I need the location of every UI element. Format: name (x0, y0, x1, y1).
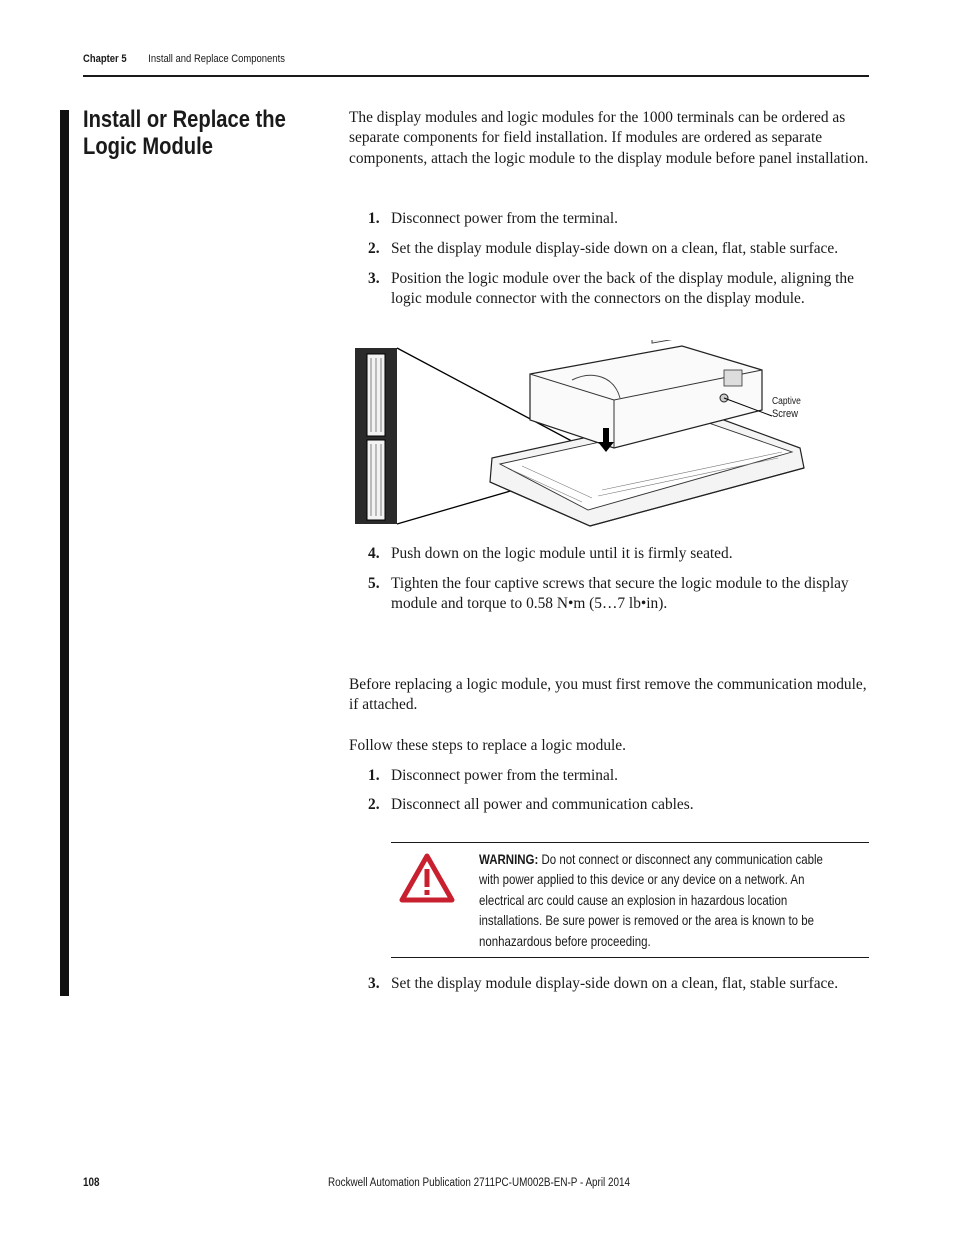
replace-step (368, 974, 869, 994)
step-text: Tighten the four captive screws that secure the logic module to the display module and torque to 0.58 N•m (5…7 lb•in). (391, 575, 849, 613)
callout-line: Captive (772, 396, 801, 407)
install-step (368, 574, 869, 615)
step-number: 5. (368, 575, 380, 592)
step-number: 4. (368, 545, 380, 562)
replace-step (368, 766, 869, 786)
install-step (368, 209, 869, 229)
install-step (368, 544, 869, 564)
step-text: Position the logic module over the back of the display module, aligning the logic module connector with the connectors on the display module. (391, 270, 854, 308)
step-text: Disconnect power from the terminal. (391, 767, 618, 784)
warning-text (479, 849, 840, 951)
step-number: 1. (368, 767, 380, 784)
section-title: Install or Replace the Logic Module (83, 106, 286, 160)
install-step (368, 239, 869, 259)
replace-intro-paragraph: Before replacing a logic module, you must first remove the communication module, if attached. (349, 676, 867, 714)
chapter-title: Install and Replace Components (148, 53, 285, 65)
publication-footer: Rockwell Automation Publication 2711PC-UM002B-EN-P - April 2014 (328, 1177, 630, 1189)
step-text: Disconnect all power and communication cables. (391, 796, 694, 813)
logic-module-figure (352, 340, 812, 530)
warning-message: Do not connect or disconnect any communication cable with power applied to this device or any device on a network. An electrical arc could cause an explosion in hazardous location installations. Be sure power is removed or the area is known to be nonhazardous before proceeding. (479, 851, 823, 949)
step-text: Set the display module display-side down on a clean, flat, stable surface. (391, 975, 839, 992)
chapter-label: Chapter 5 (83, 53, 127, 65)
step-number: 1. (368, 210, 380, 227)
install-step (368, 269, 869, 310)
step-number: 2. (368, 240, 380, 257)
logic-module-illustration (352, 340, 812, 530)
replace-step (368, 795, 869, 815)
warning-box (391, 842, 869, 958)
step-text: Disconnect power from the terminal. (391, 210, 618, 227)
step-text: Set the display module display-side down on a clean, flat, stable surface. (391, 240, 839, 257)
step-number: 3. (368, 975, 380, 992)
step-number: 2. (368, 796, 380, 813)
step-number: 3. (368, 270, 380, 287)
follow-steps-paragraph: Follow these steps to replace a logic module. (349, 737, 626, 754)
header-rule (83, 75, 869, 77)
captive-screw-callout (772, 396, 801, 420)
callout-line: Screw (772, 408, 798, 420)
warning-label: WARNING: (479, 851, 539, 867)
intro-paragraph: The display modules and logic modules for the 1000 terminals can be ordered as separate components for field installation. If modules are ordered as separate components, attach the logic module to the display module before panel installation. (349, 109, 869, 167)
running-header (83, 53, 285, 65)
warning-triangle-icon (399, 853, 455, 903)
section-side-bar (60, 110, 69, 996)
step-text: Push down on the logic module until it is firmly seated. (391, 545, 733, 562)
page-number: 108 (83, 1177, 100, 1189)
